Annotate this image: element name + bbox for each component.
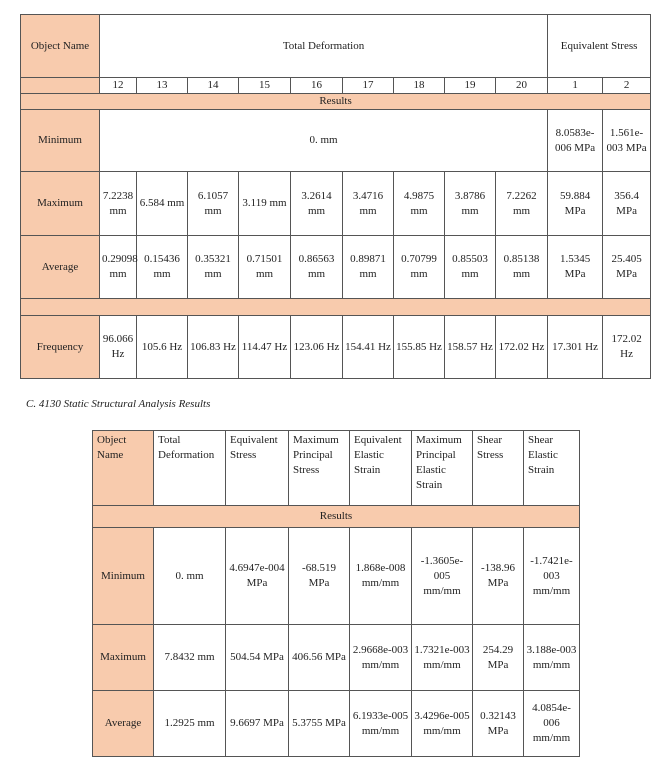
- total-deformation-header: Total Deformation: [100, 15, 548, 78]
- table-cell: 1.868e-008 mm/mm: [350, 528, 412, 625]
- mode-number: 14: [188, 78, 239, 94]
- mode-number: 2: [603, 78, 651, 94]
- table-cell: 6.1933e-005 mm/mm: [350, 691, 412, 757]
- table-cell: 0.29098 mm: [100, 236, 137, 299]
- table-cell: 4.9875 mm: [394, 172, 445, 236]
- table-cell: 4.6947e-004 MPa: [226, 528, 289, 625]
- table-cell: -1.3605e-005 mm/mm: [412, 528, 473, 625]
- table-cell: 0.71501 mm: [239, 236, 291, 299]
- table-cell: 158.57 Hz: [445, 316, 496, 379]
- column-header: Shear Elastic Strain: [524, 431, 580, 506]
- table-cell: 3.4716 mm: [343, 172, 394, 236]
- column-header: Equivalent Stress: [226, 431, 289, 506]
- table-cell: 6.1057 mm: [188, 172, 239, 236]
- table-cell: 155.85 Hz: [394, 316, 445, 379]
- table-row: [21, 172, 651, 236]
- table-cell: 114.47 Hz: [239, 316, 291, 379]
- table-cell: 3.4296e-005 mm/mm: [412, 691, 473, 757]
- table-cell: 0.15436 mm: [137, 236, 188, 299]
- table-row: [93, 691, 580, 757]
- table-cell: 0.85503 mm: [445, 236, 496, 299]
- table-cell: 1.5345 MPa: [548, 236, 603, 299]
- table-cell: 0.86563 mm: [291, 236, 343, 299]
- column-header: Maximum Principal Elastic Strain: [412, 431, 473, 506]
- table-cell: 3.8786 mm: [445, 172, 496, 236]
- table-cell: 172.02 Hz: [496, 316, 548, 379]
- mode-number: 19: [445, 78, 496, 94]
- table-cell: 6.584 mm: [137, 172, 188, 236]
- table-row: [21, 110, 651, 172]
- mode-number: 12: [100, 78, 137, 94]
- table-cell: 9.6697 MPa: [226, 691, 289, 757]
- table-row: [93, 625, 580, 691]
- mode-number: 20: [496, 78, 548, 94]
- column-header: Maximum Principal Stress: [289, 431, 350, 506]
- table-cell: 7.2262 mm: [496, 172, 548, 236]
- table-cell: 3.2614 mm: [291, 172, 343, 236]
- spacer-row: [21, 299, 651, 316]
- table-cell: 0.70799 mm: [394, 236, 445, 299]
- table-row: [93, 528, 580, 625]
- table-cell: 356.4 MPa: [603, 172, 651, 236]
- table-cell: 1.7321e-003 mm/mm: [412, 625, 473, 691]
- table-cell: 3.188e-003 mm/mm: [524, 625, 580, 691]
- row-label: Minimum: [21, 110, 100, 172]
- table-cell: 5.3755 MPa: [289, 691, 350, 757]
- table-cell: 0.32143 MPa: [473, 691, 524, 757]
- row-label: Average: [21, 236, 100, 299]
- row-label: Maximum: [21, 172, 100, 236]
- table-cell: 106.83 Hz: [188, 316, 239, 379]
- mode-number: 1: [548, 78, 603, 94]
- table-cell: 3.119 mm: [239, 172, 291, 236]
- table-cell: 25.405 MPa: [603, 236, 651, 299]
- table-cell: 1.2925 mm: [154, 691, 226, 757]
- table-row: [21, 316, 651, 379]
- table-cell: 0.35321 mm: [188, 236, 239, 299]
- row-label: Maximum: [93, 625, 154, 691]
- table-cell: 0.85138 mm: [496, 236, 548, 299]
- table-cell: -1.7421e-003 mm/mm: [524, 528, 580, 625]
- modal-results-table: [20, 14, 651, 379]
- column-header: Total Deformation: [154, 431, 226, 506]
- table-cell: 154.41 Hz: [343, 316, 394, 379]
- static-structural-table: [92, 430, 580, 757]
- table-cell: 254.29 MPa: [473, 625, 524, 691]
- table-cell: 7.2238 mm: [100, 172, 137, 236]
- column-header: Shear Stress: [473, 431, 524, 506]
- row-label: Frequency: [21, 316, 100, 379]
- table-cell: 1.561e-003 MPa: [603, 110, 651, 172]
- section-caption: C. 4130 Static Structural Analysis Results: [26, 398, 211, 410]
- results-banner: Results: [21, 94, 651, 110]
- table-cell: 4.0854e-006 mm/mm: [524, 691, 580, 757]
- table-cell: 0. mm: [154, 528, 226, 625]
- table-cell: -68.519 MPa: [289, 528, 350, 625]
- table-cell: 0.89871 mm: [343, 236, 394, 299]
- mode-label-cell: [21, 78, 100, 94]
- mode-number: 17: [343, 78, 394, 94]
- table-cell: 96.066 Hz: [100, 316, 137, 379]
- table-cell: 172.02 Hz: [603, 316, 651, 379]
- table-cell: -138.96 MPa: [473, 528, 524, 625]
- results-banner: Results: [93, 506, 580, 528]
- equivalent-stress-header: Equivalent Stress: [548, 15, 651, 78]
- object-name-header: Object Name: [21, 15, 100, 78]
- table-cell: 123.06 Hz: [291, 316, 343, 379]
- column-header: Object Name: [93, 431, 154, 506]
- table-cell: 7.8432 mm: [154, 625, 226, 691]
- mode-number-row: [21, 78, 651, 94]
- row-label: Average: [93, 691, 154, 757]
- table-cell: 59.884 MPa: [548, 172, 603, 236]
- table-cell: 0. mm: [100, 110, 548, 172]
- table-row: [21, 236, 651, 299]
- row-label: Minimum: [93, 528, 154, 625]
- table-cell: 504.54 MPa: [226, 625, 289, 691]
- table-cell: 406.56 MPa: [289, 625, 350, 691]
- column-header: Equivalent Elastic Strain: [350, 431, 412, 506]
- table-cell: 105.6 Hz: [137, 316, 188, 379]
- mode-number: 16: [291, 78, 343, 94]
- mode-number: 15: [239, 78, 291, 94]
- table-cell: 2.9668e-003 mm/mm: [350, 625, 412, 691]
- mode-number: 18: [394, 78, 445, 94]
- table-cell: 17.301 Hz: [548, 316, 603, 379]
- table-cell: 8.0583e-006 MPa: [548, 110, 603, 172]
- mode-number: 13: [137, 78, 188, 94]
